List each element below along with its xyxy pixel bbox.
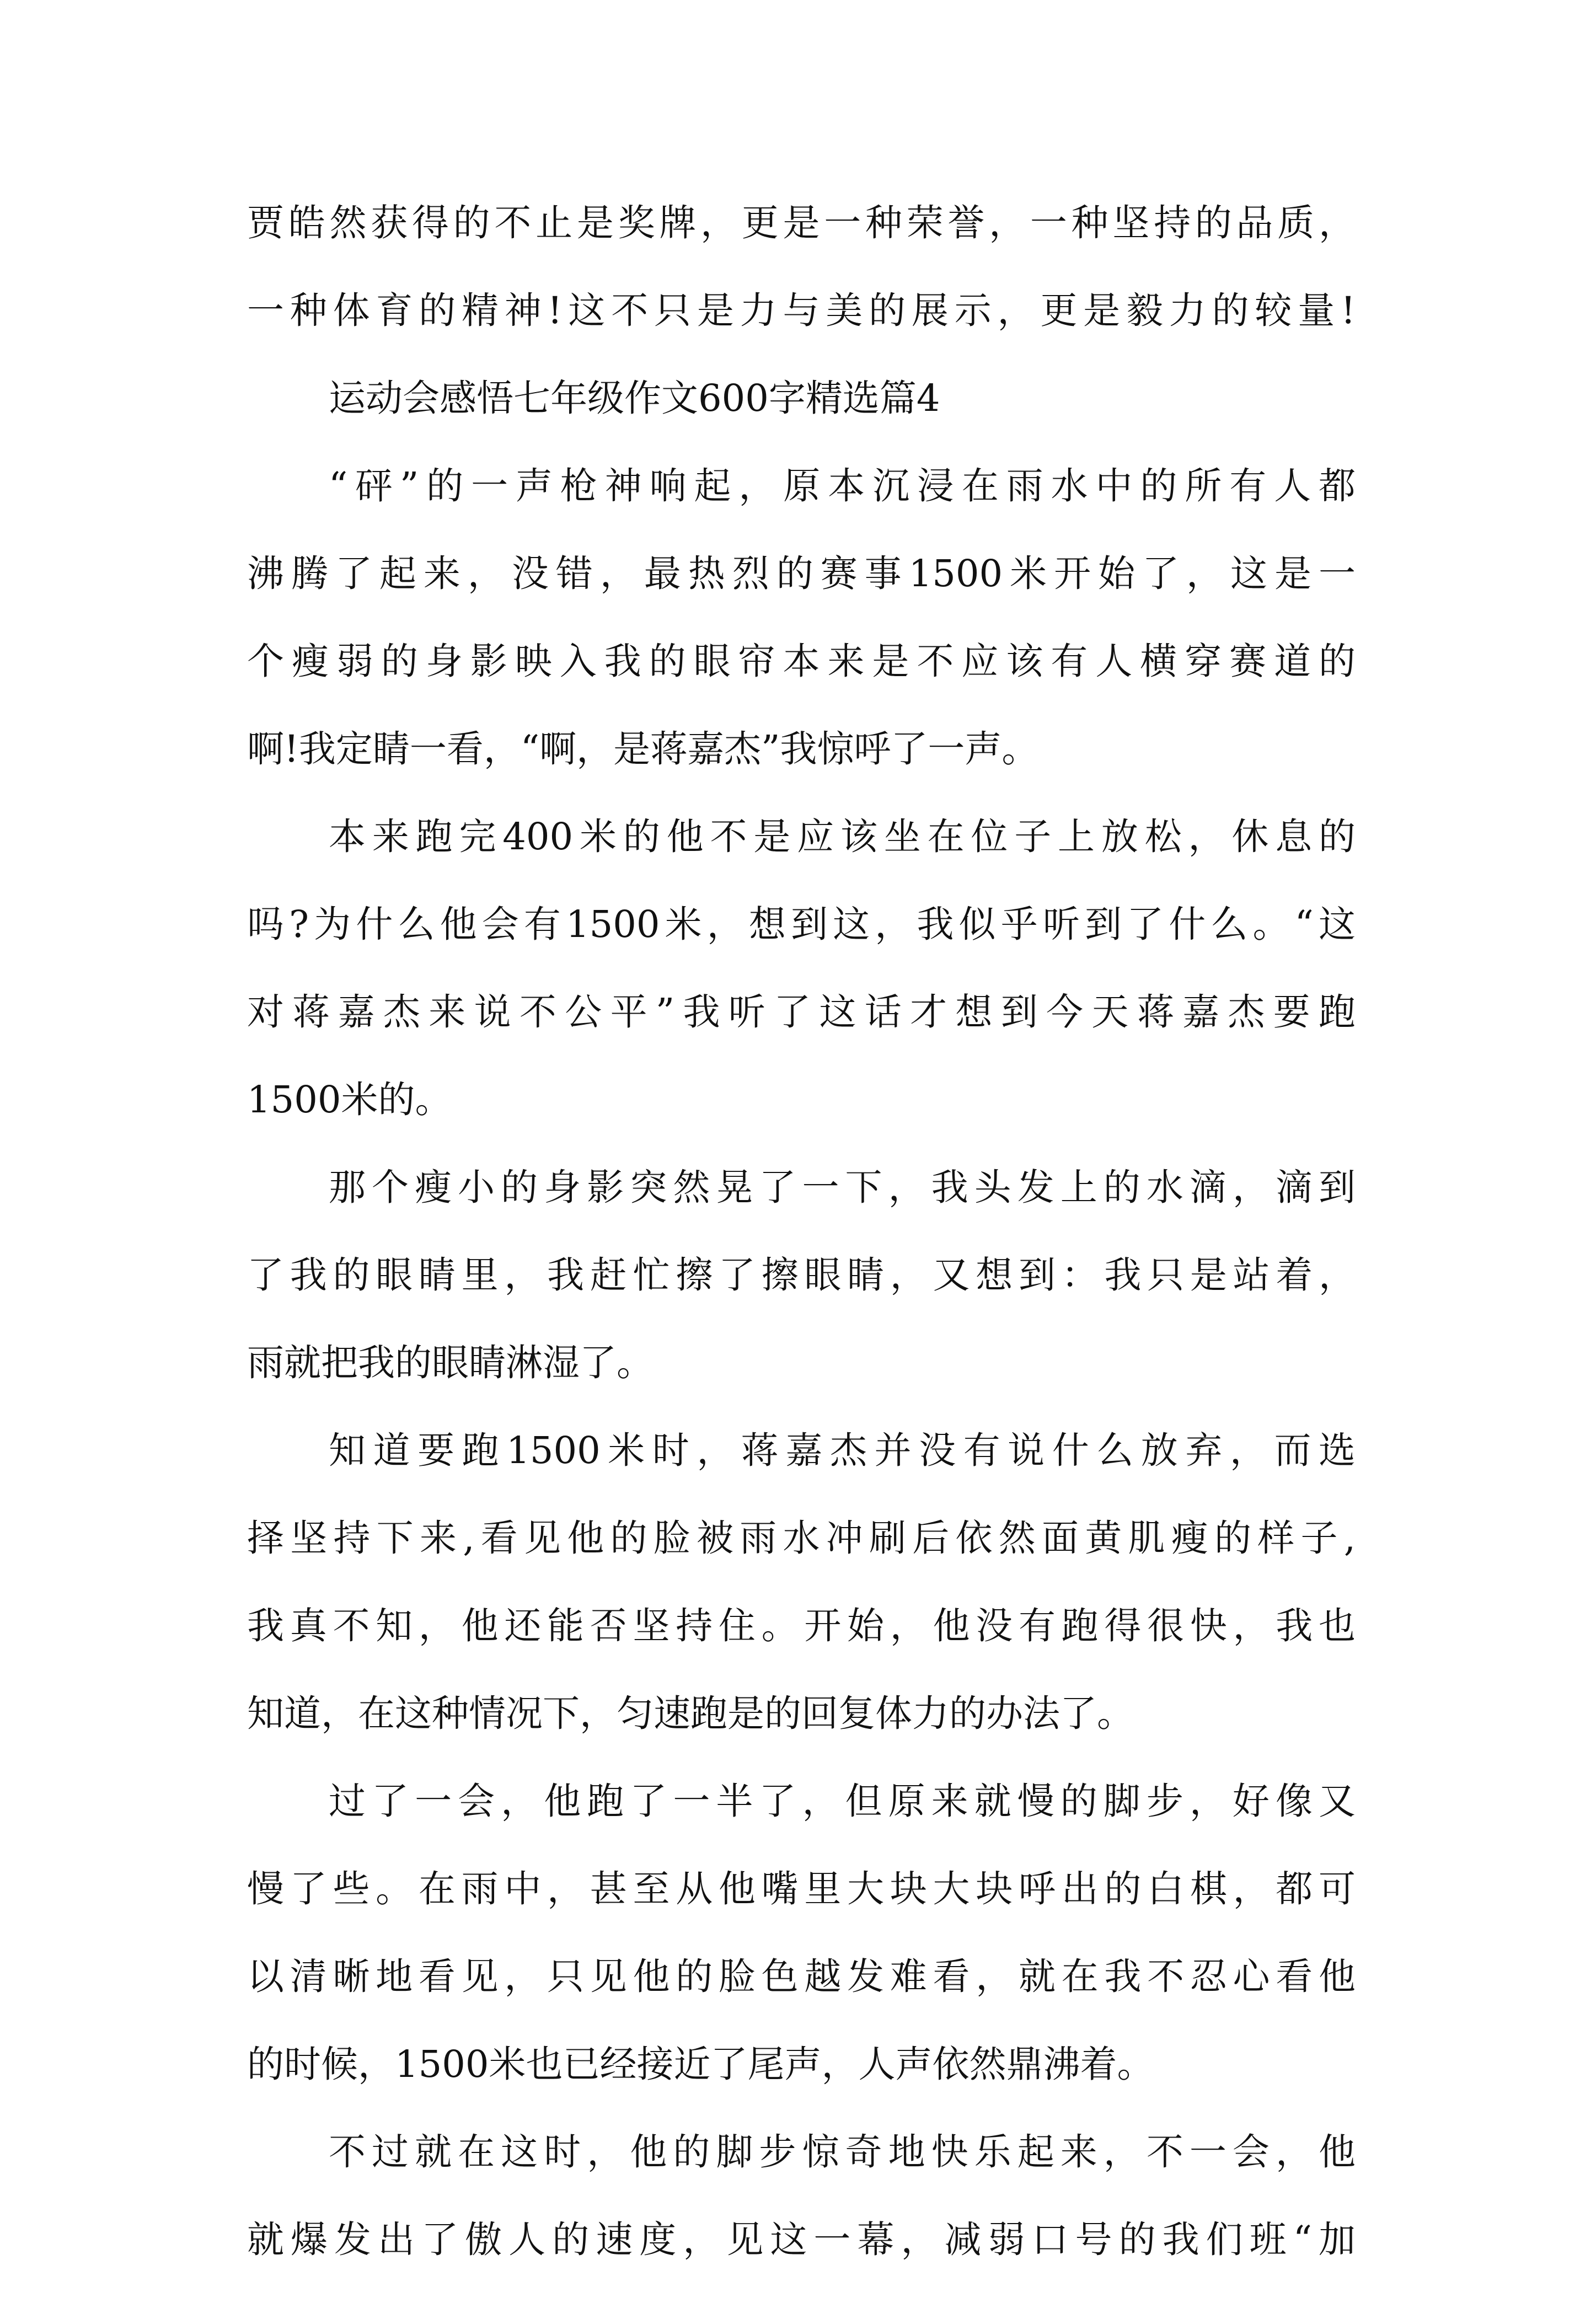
text-line: 个瘦弱的身影映入我的眼帘本来是不应该有人横穿赛道的 [247,640,1356,683]
text-line: 那个瘦小的身影突然晃了一下，我头发上的水滴，滴到 [329,1166,1356,1209]
text-line: 以清晰地看见，只见他的脸色越发难看，就在我不忍心看他 [247,1955,1356,1998]
text-line: 择坚持下来,看见他的脸被雨水冲刷后依然面黄肌瘦的样子, [247,1517,1356,1560]
text-line: 慢了些。在雨中，甚至从他嘴里大块大块呼出的白棋，都可 [247,1867,1356,1910]
text-line: 啊!我定睛一看，“啊，是蒋嘉杰”我惊呼了一声。 [247,727,1039,770]
section-heading: 运动会感悟七年级作文600字精选篇4 [329,377,940,420]
text-line: 知道要跑1500米时，蒋嘉杰并没有说什么放弃，而选 [329,1429,1356,1472]
text-line: 不过就在这时，他的脚步惊奇地快乐起来，不一会，他 [329,2130,1356,2173]
text-line: 贾皓然获得的不止是奖牌，更是一种荣誉，一种坚持的品质， [247,201,1356,244]
text-line: 吗?为什么他会有1500米，想到这，我似乎听到了什么。“这 [247,903,1356,946]
text-line: 知道，在这种情况下，匀速跑是的回复体力的办法了。 [247,1692,1134,1735]
document-page [247,199,1356,2303]
text-line: 了我的眼睛里，我赶忙擦了擦眼睛，又想到：我只是站着， [247,1254,1356,1297]
text-line: 1500米的。 [247,1078,452,1121]
text-line: 过了一会，他跑了一半了，但原来就慢的脚步，好像又 [329,1780,1356,1823]
text-line: 我真不知，他还能否坚持住。开始，他没有跑得很快，我也 [247,1604,1356,1647]
text-line: 沸腾了起来，没错，最热烈的赛事1500米开始了，这是一 [247,552,1356,595]
text-line: 雨就把我的眼睛淋湿了。 [247,1341,654,1384]
text-line: 对蒋嘉杰来说不公平”我听了这话才想到今天蒋嘉杰要跑 [247,990,1356,1033]
text-line: 的时候，1500米也已经接近了尾声，人声依然鼎沸着。 [247,2043,1154,2086]
text-line: “砰”的一声枪神响起，原本沉浸在雨水中的所有人都 [329,464,1356,507]
text-line: 本来跑完400米的他不是应该坐在位子上放松，休息的 [329,815,1356,858]
text-line: 就爆发出了傲人的速度，见这一幕，减弱口号的我们班“加 [247,2218,1356,2261]
text-line: 一种体育的精神!这不只是力与美的展示，更是毅力的较量! [247,289,1356,332]
